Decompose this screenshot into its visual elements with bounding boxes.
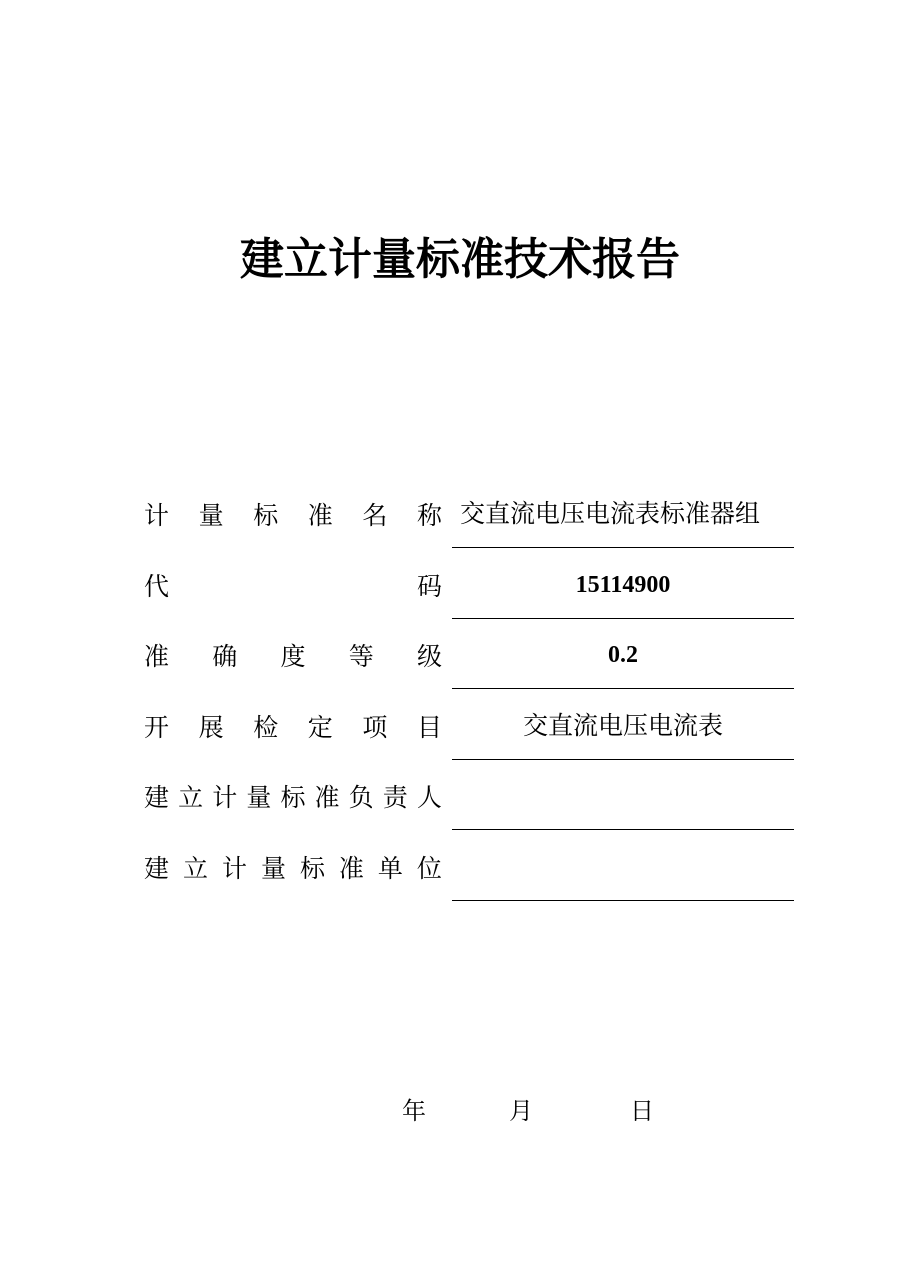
label-char: 立 — [182, 853, 208, 883]
form-row-verification-items — [144, 690, 794, 761]
label-char: 称 — [416, 501, 442, 530]
label-char: 计 — [144, 501, 170, 530]
label-char: 展 — [198, 712, 224, 742]
label-char: 准 — [144, 642, 170, 671]
label-char: 位 — [416, 853, 442, 883]
label-char: 标 — [280, 783, 306, 812]
report-form — [144, 478, 794, 901]
date-year: 年 — [402, 1097, 426, 1125]
label-char: 代 — [144, 571, 170, 601]
label-char: 量 — [198, 501, 224, 530]
label-char: 量 — [246, 783, 272, 812]
label-person-in-charge — [144, 778, 442, 814]
label-verification-items — [144, 708, 442, 744]
label-char: 建 — [144, 853, 170, 883]
label-char: 开 — [144, 712, 170, 742]
label-char: 定 — [307, 712, 333, 742]
value-standard-name: 交直流电压电流表标准器组 — [460, 499, 761, 528]
date-month: 月 — [509, 1097, 533, 1125]
label-char: 准 — [338, 853, 364, 883]
label-char: 单 — [377, 853, 403, 883]
label-char: 负 — [348, 783, 374, 812]
form-row-code — [144, 549, 794, 620]
date-day: 日 — [630, 1097, 654, 1125]
label-char: 项 — [362, 712, 388, 742]
label-char: 量 — [260, 853, 286, 883]
label-char: 标 — [299, 853, 325, 883]
label-char: 目 — [416, 712, 442, 742]
label-char: 人 — [416, 783, 442, 812]
label-char: 准 — [307, 501, 333, 530]
value-person-in-charge — [452, 778, 794, 814]
label-char: 名 — [362, 501, 388, 530]
form-row-accuracy-class — [144, 619, 794, 690]
label-char: 级 — [416, 642, 442, 671]
form-row-establishing-unit — [144, 831, 794, 902]
document-title: 建立计量标准技术报告 — [240, 234, 680, 285]
value-verification-items: 交直流电压电流表 — [522, 710, 723, 740]
label-char: 立 — [178, 783, 204, 812]
label-char: 计 — [221, 853, 247, 883]
label-char: 准 — [314, 783, 340, 812]
value-accuracy-class: 0.2 — [608, 642, 638, 668]
label-char: 码 — [416, 571, 442, 601]
label-char: 等 — [348, 642, 374, 671]
form-row-person-in-charge — [144, 760, 794, 831]
label-char: 建 — [144, 783, 170, 812]
label-char: 检 — [253, 712, 279, 742]
label-code — [144, 567, 442, 603]
value-code: 15114900 — [575, 571, 671, 598]
label-char: 责 — [382, 783, 408, 812]
label-char: 度 — [280, 642, 306, 671]
underline — [452, 900, 794, 901]
label-standard-name — [144, 496, 442, 532]
label-char: 确 — [212, 642, 238, 671]
label-accuracy-class — [144, 637, 442, 673]
label-char: 计 — [212, 783, 238, 812]
label-establishing-unit — [144, 849, 442, 885]
label-char: 标 — [253, 501, 279, 530]
value-establishing-unit — [452, 849, 794, 885]
form-row-standard-name — [144, 478, 794, 549]
